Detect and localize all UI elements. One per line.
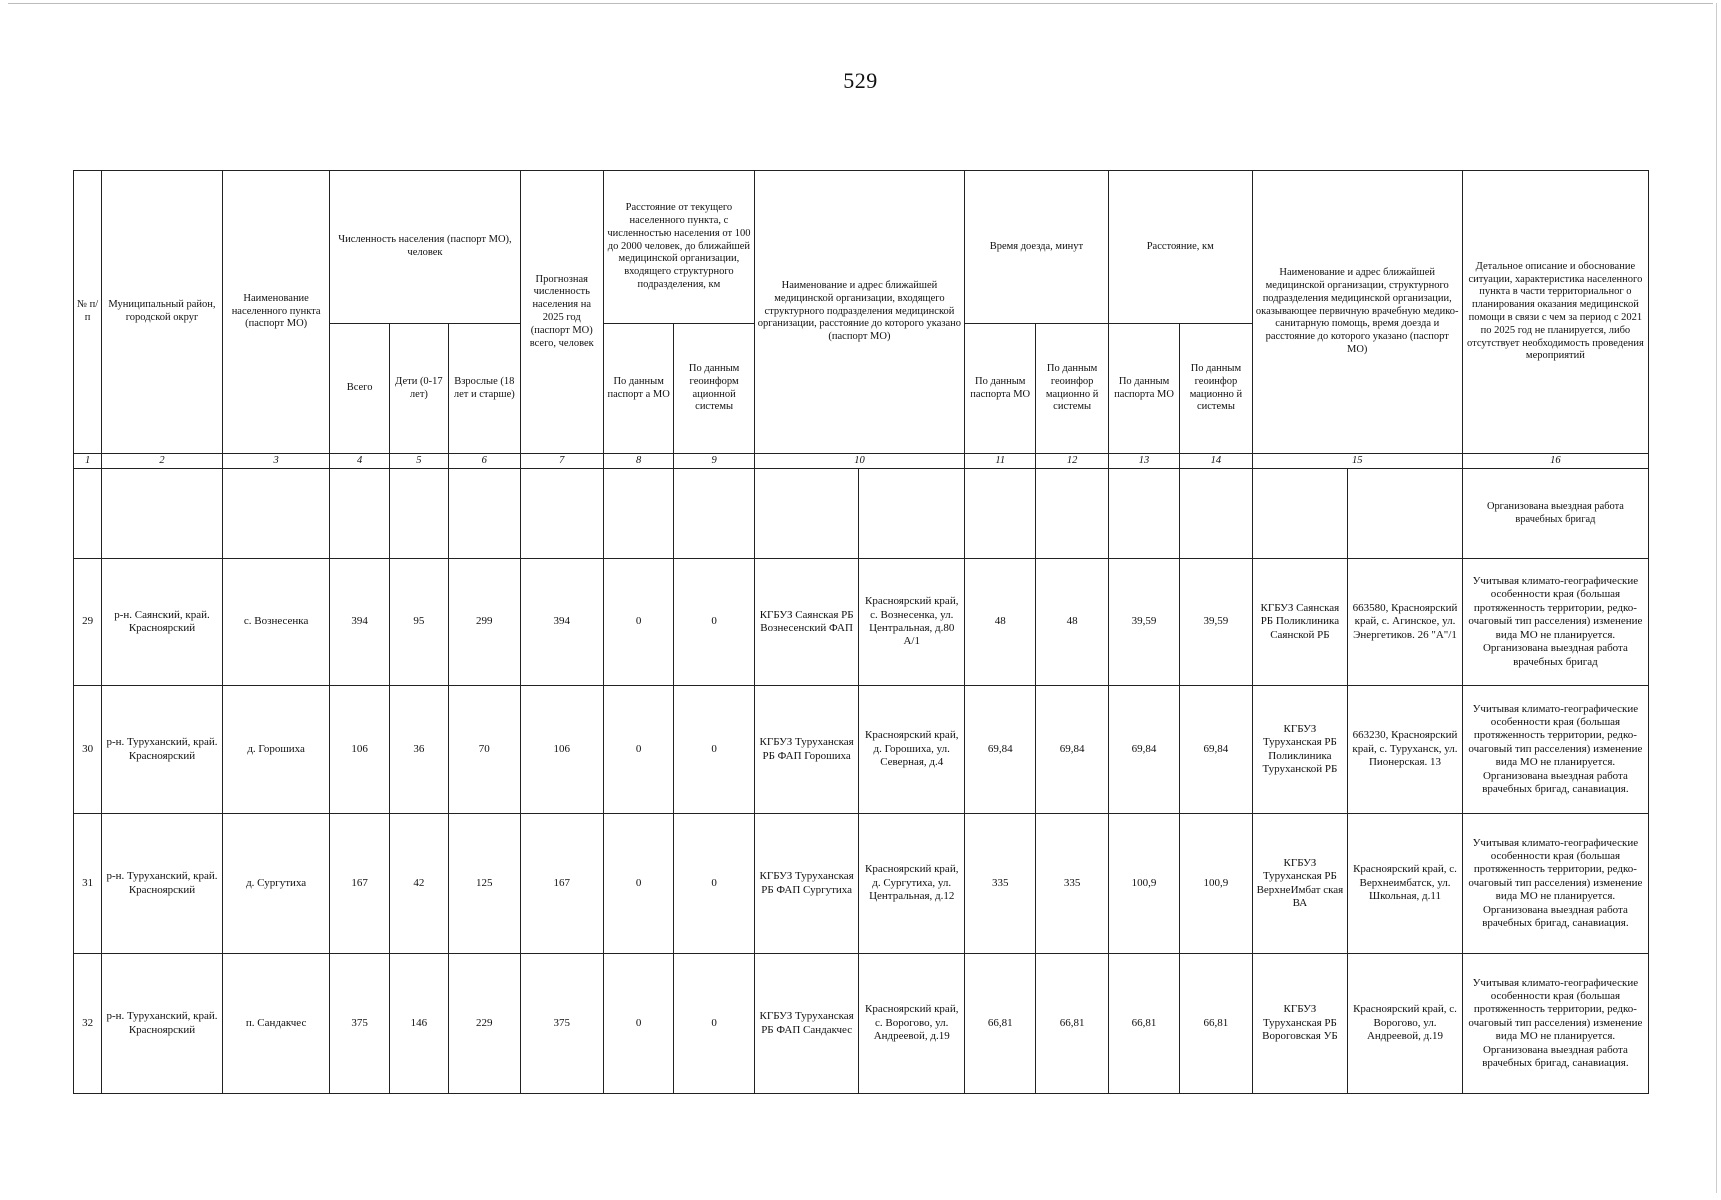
org-address-cell: Красноярский край, с. Ворогово, ул. Андреевой, д.19: [859, 954, 965, 1094]
distance-gis-cell: 0: [674, 559, 754, 686]
district-cell: р-н. Туруханский, край. Красноярский: [102, 954, 223, 1094]
settlement-cell: д. Сургутиха: [222, 814, 330, 954]
header-km-passport: По данным паспорта МО: [1108, 324, 1179, 454]
population-children-cell: 146: [389, 954, 448, 1094]
row-number: 31: [74, 814, 102, 954]
header-settlement: Наименование населенного пункта (паспорт МО): [222, 171, 330, 454]
org-name-cell: КГБУЗ Туруханская РБ ФАП Сандакчес: [754, 954, 859, 1094]
column-number: 14: [1180, 454, 1252, 469]
header-distance-group: Расстояние от текущего населенного пункта, с численностью населения от 100 до 2000 человек, до ближайшей медицинской организации, входящего структурного подразделения, км: [603, 171, 754, 324]
time-gis-cell: 48: [1036, 559, 1108, 686]
distance-gis-cell: 0: [674, 814, 754, 954]
column-number: 12: [1036, 454, 1108, 469]
header-distance-km-group: Расстояние, км: [1108, 171, 1252, 324]
pmsp-address-cell: 663230, Красноярский край, с. Туруханск, ул. Пионерская. 13: [1348, 686, 1463, 814]
table-row: [74, 559, 1649, 686]
org-name-cell: КГБУЗ Туруханская РБ ФАП Горошиха: [754, 686, 859, 814]
continuation-text: Организована выездная работа врачебных бригад: [1462, 469, 1648, 559]
column-number: 1: [74, 454, 102, 469]
district-cell: р-н. Туруханский, край. Красноярский: [102, 814, 223, 954]
distance-passport-cell: 0: [603, 686, 673, 814]
column-number: 11: [965, 454, 1036, 469]
column-number: 7: [520, 454, 603, 469]
column-number: 2: [102, 454, 223, 469]
population-adults-cell: 125: [449, 814, 520, 954]
header-km-gis: По данным геоинфор мационно й системы: [1180, 324, 1252, 454]
continuation-row: [74, 469, 1649, 559]
column-number: 5: [389, 454, 448, 469]
header-description: Детальное описание и обоснование ситуации, характеристика населенного пункта в части территориальног о планирования оказания медицинской помощи в связи с чем за период с 2021 по 2025 год не планируется, либо отсутствует необходимость проведения мероприятий: [1462, 171, 1648, 454]
km-gis-cell: 66,81: [1180, 954, 1252, 1094]
km-passport-cell: 66,81: [1108, 954, 1179, 1094]
pmsp-address-cell: Красноярский край, с. Верхнеимбатск, ул. Школьная, д.11: [1348, 814, 1463, 954]
pmsp-name-cell: КГБУЗ Туруханская РБ ВерхнеИмбат ская ВА: [1252, 814, 1348, 954]
header-children: Дети (0-17 лет): [389, 324, 448, 454]
district-cell: р-н. Саянский, край. Красноярский: [102, 559, 223, 686]
header-distance-passport: По данным паспорт а МО: [603, 324, 673, 454]
distance-gis-cell: 0: [674, 686, 754, 814]
column-number: 3: [222, 454, 330, 469]
column-number: 10: [754, 454, 964, 469]
org-address-cell: Красноярский край, д. Горошиха, ул. Северная, д.4: [859, 686, 965, 814]
settlement-cell: д. Горошиха: [222, 686, 330, 814]
column-number: 9: [674, 454, 754, 469]
row-number: 32: [74, 954, 102, 1094]
km-gis-cell: 69,84: [1180, 686, 1252, 814]
header-number: № п/ п: [74, 171, 102, 454]
row-number: 29: [74, 559, 102, 686]
header-time-gis: По данным геоинфор мационно й системы: [1036, 324, 1108, 454]
district-cell: р-н. Туруханский, край. Красноярский: [102, 686, 223, 814]
column-number: 8: [603, 454, 673, 469]
header-distance-gis: По данным геоинформ ационной системы: [674, 324, 754, 454]
time-passport-cell: 48: [965, 559, 1036, 686]
org-address-cell: Красноярский край, д. Сургутиха, ул. Центральная, д.12: [859, 814, 965, 954]
settlement-cell: п. Сандакчес: [222, 954, 330, 1094]
distance-passport-cell: 0: [603, 814, 673, 954]
pmsp-address-cell: 663580, Красноярский край, с. Агинское, ул. Энергетиков. 26 "А"/1: [1348, 559, 1463, 686]
time-gis-cell: 66,81: [1036, 954, 1108, 1094]
column-number: 6: [449, 454, 520, 469]
time-gis-cell: 335: [1036, 814, 1108, 954]
time-gis-cell: 69,84: [1036, 686, 1108, 814]
row-number: 30: [74, 686, 102, 814]
page-number: 529: [843, 68, 878, 93]
km-passport-cell: 100,9: [1108, 814, 1179, 954]
top-border-line: [8, 3, 1713, 4]
header-pmsp-org: Наименование и адрес ближайшей медицинской организации, структурного подразделения медицинской организации, оказывающее первичную врачебную медико-санитарную помощь, время доезда и расстояние до которого указано (паспорт МО): [1252, 171, 1462, 454]
column-number: 16: [1462, 454, 1648, 469]
population-adults-cell: 299: [449, 559, 520, 686]
population-total-cell: 394: [330, 559, 389, 686]
distance-passport-cell: 0: [603, 559, 673, 686]
header-time-passport: По данным паспорта МО: [965, 324, 1036, 454]
header-adults: Взрослые (18 лет и старше): [449, 324, 520, 454]
forecast-cell: 106: [520, 686, 603, 814]
description-cell: Учитывая климато-географические особенности края (большая протяженность территории, редко-очаговый тип расселения) изменение вида МО не планируется. Организована выездная работа врачебных бригад, санавиация.: [1462, 814, 1648, 954]
column-number: 13: [1108, 454, 1179, 469]
population-children-cell: 42: [389, 814, 448, 954]
population-total-cell: 375: [330, 954, 389, 1094]
population-total-cell: 167: [330, 814, 389, 954]
distance-passport-cell: 0: [603, 954, 673, 1094]
settlements-table: [73, 170, 1649, 1094]
column-number-row: [74, 454, 1649, 469]
forecast-cell: 167: [520, 814, 603, 954]
km-gis-cell: 100,9: [1180, 814, 1252, 954]
header-nearest-org: Наименование и адрес ближайшей медицинской организации, входящего структурного подразделения медицинской организации, расстояние до которого указано (паспорт МО): [754, 171, 964, 454]
pmsp-address-cell: Красноярский край, с. Ворогово, ул. Андреевой, д.19: [1348, 954, 1463, 1094]
population-children-cell: 36: [389, 686, 448, 814]
column-number: 15: [1252, 454, 1462, 469]
description-cell: Учитывая климато-географические особенности края (большая протяженность территории, редко-очаговый тип расселения) изменение вида МО не планируется. Организована выездная работа врачебных бригад, санавиация.: [1462, 686, 1648, 814]
pmsp-name-cell: КГБУЗ Туруханская РБ Вороговская УБ: [1252, 954, 1348, 1094]
column-number: 4: [330, 454, 389, 469]
distance-gis-cell: 0: [674, 954, 754, 1094]
header-population-group: Численность населения (паспорт МО), человек: [330, 171, 520, 324]
forecast-cell: 394: [520, 559, 603, 686]
forecast-cell: 375: [520, 954, 603, 1094]
header-total: Всего: [330, 324, 389, 454]
org-address-cell: Красноярский край, с. Вознесенка, ул. Центральная, д.80 А/1: [859, 559, 965, 686]
pmsp-name-cell: КГБУЗ Саянская РБ Поликлиника Саянской РБ: [1252, 559, 1348, 686]
km-gis-cell: 39,59: [1180, 559, 1252, 686]
km-passport-cell: 69,84: [1108, 686, 1179, 814]
org-name-cell: КГБУЗ Саянская РБ Вознесенский ФАП: [754, 559, 859, 686]
population-adults-cell: 70: [449, 686, 520, 814]
description-cell: Учитывая климато-географические особенности края (большая протяженность территории, редко-очаговый тип расселения) изменение вида МО не планируется. Организована выездная работа врачебных бригад: [1462, 559, 1648, 686]
settlement-cell: с. Вознесенка: [222, 559, 330, 686]
description-cell: Учитывая климато-географические особенности края (большая протяженность территории, редко-очаговый тип расселения) изменение вида МО не планируется. Организована выездная работа врачебных бригад, санавиация.: [1462, 954, 1648, 1094]
table-row: [74, 686, 1649, 814]
header-district: Муниципальный район, городской округ: [102, 171, 223, 454]
header-forecast: Прогнозная численность населения на 2025 год (паспорт МО) всего, человек: [520, 171, 603, 454]
population-adults-cell: 229: [449, 954, 520, 1094]
time-passport-cell: 335: [965, 814, 1036, 954]
header-travel-time-group: Время доезда, минут: [965, 171, 1109, 324]
km-passport-cell: 39,59: [1108, 559, 1179, 686]
time-passport-cell: 66,81: [965, 954, 1036, 1094]
time-passport-cell: 69,84: [965, 686, 1036, 814]
population-total-cell: 106: [330, 686, 389, 814]
right-border-line: [1716, 3, 1717, 1193]
table-row: [74, 814, 1649, 954]
table-row: [74, 954, 1649, 1094]
population-children-cell: 95: [389, 559, 448, 686]
org-name-cell: КГБУЗ Туруханская РБ ФАП Сургутиха: [754, 814, 859, 954]
pmsp-name-cell: КГБУЗ Туруханская РБ Поликлиника Туруханской РБ: [1252, 686, 1348, 814]
